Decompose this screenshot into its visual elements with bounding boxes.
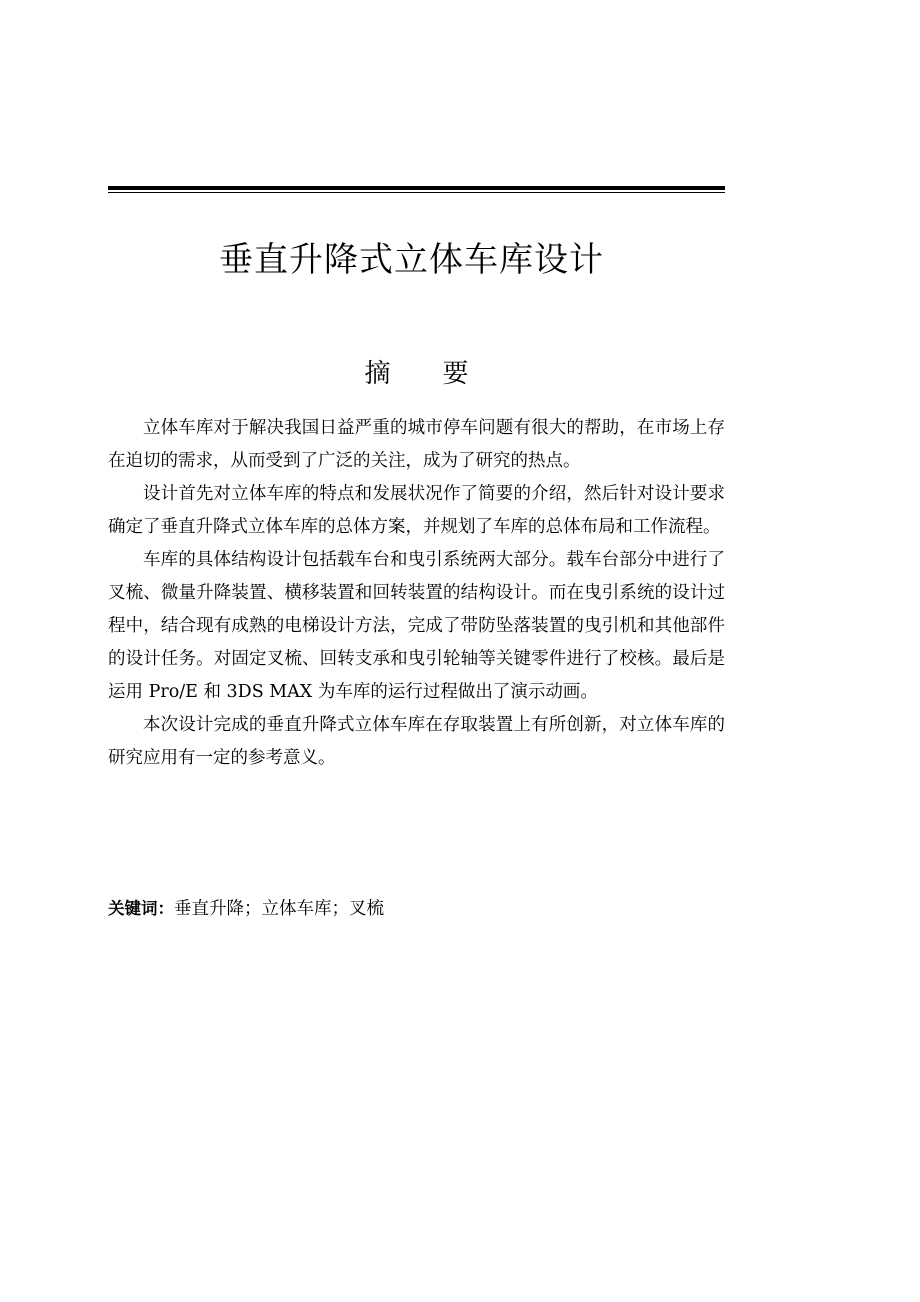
- document-title: 垂直升降式立体车库设计: [219, 240, 604, 280]
- keywords-value: 垂直升降；立体车库；叉梳: [174, 899, 384, 919]
- abstract-heading-left: 摘: [364, 359, 391, 389]
- abstract-paragraph: 本次设计完成的垂直升降式立体车库在存取装置上有所创新，对立体车库的研究应用有一定的参考意义。: [108, 715, 725, 768]
- keywords-label: 关键词：: [108, 899, 174, 918]
- abstract-body: [108, 412, 725, 775]
- abstract-paragraph: 立体车库对于解决我国日益严重的城市停车问题有很大的帮助，在市场上存在迫切的需求，从而受到了广泛的关注，成为了研究的热点。: [108, 418, 725, 471]
- abstract-paragraph: 设计首先对立体车库的特点和发展状况作了简要的介绍，然后针对设计要求确定了垂直升降式立体车库的总体方案，并规划了车库的总体布局和工作流程。: [108, 484, 725, 537]
- header-rule-thin: [108, 192, 725, 193]
- abstract-heading-right: 要: [442, 359, 469, 389]
- header-rule-thick: [108, 186, 725, 190]
- abstract-heading: [108, 356, 725, 392]
- abstract-paragraph: 车库的具体结构设计包括载车台和曳引系统两大部分。载车台部分中进行了叉梳、微量升降装置、横移装置和回转装置的结构设计。而在曳引系统的设计过程中，结合现有成熟的电梯设计方法，完成了带防坠落装置的曳引机和其他部件的设计任务。对固定叉梳、回转支承和曳引轮轴等关键零件进行了校核。最后是运用 Pro/E 和 3DS MAX 为车库的运行过程做出了演示动画。: [108, 550, 725, 702]
- keywords-line: [108, 895, 725, 923]
